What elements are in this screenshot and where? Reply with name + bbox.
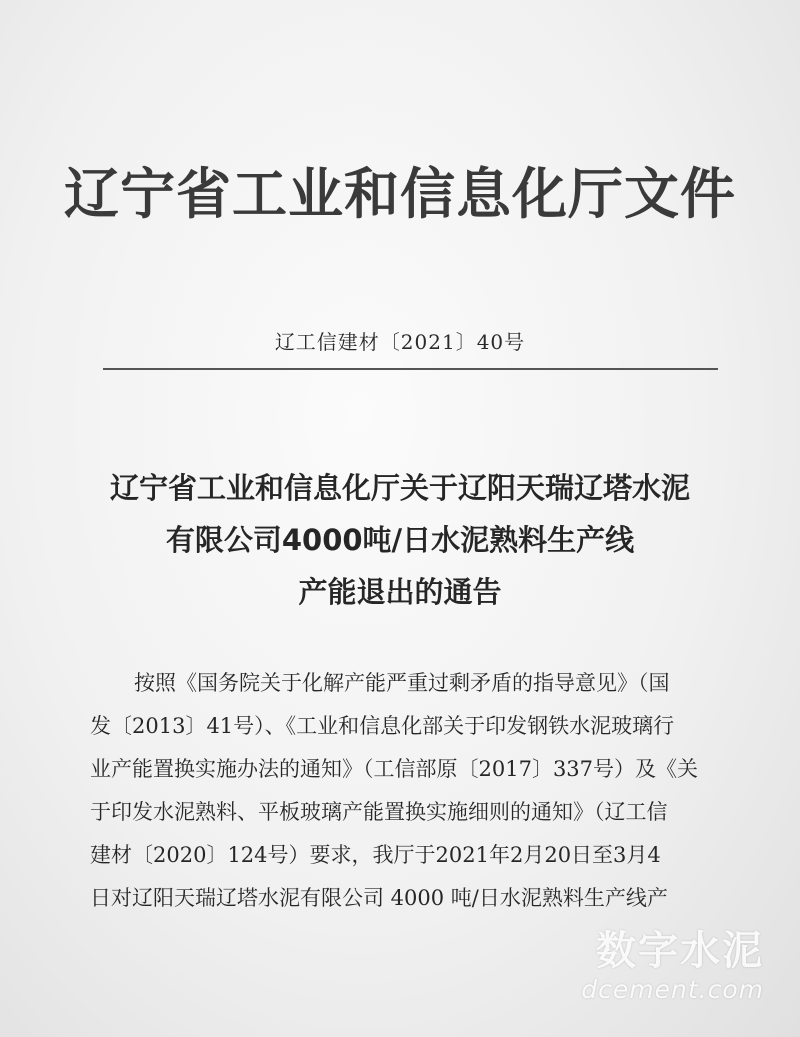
notice-title-line: 产能退出的通告 (298, 575, 502, 609)
watermark-domain: dcement.com (581, 975, 764, 1004)
body-line: 日对辽阳天瑞辽塔水泥有限公司 4000 吨/日水泥熟料生产线产 (90, 886, 668, 910)
document-number: 辽工信建材〔2021〕40号 (274, 330, 526, 354)
body-line: 业产能置换实施办法的通知》（工信部原〔2017〕337号）及《关 (90, 757, 699, 781)
notice-title (0, 462, 800, 618)
notice-title-line: 辽宁省工业和信息化厅关于辽阳天瑞辽塔水泥 (109, 471, 690, 505)
body-line: 于印发水泥熟料、平板玻璃产能置换实施细则的通知》（辽工信 (90, 800, 668, 824)
header-divider (103, 368, 718, 370)
watermark (581, 928, 764, 1006)
body-line: 发〔2013〕41号）、《工业和信息化部关于印发钢铁水泥玻璃行 (90, 714, 675, 738)
body-line: 按照《国务院关于化解产能严重过剩矛盾的指导意见》（国 (134, 671, 670, 695)
notice-title-line: 有限公司4000吨/日水泥熟料生产线 (165, 523, 635, 557)
document-header-title: 辽宁省工业和信息化厅文件 (63, 162, 736, 226)
body-paragraph (90, 662, 730, 920)
body-line: 建材〔2020〕124号）要求，我厅于2021年2月20日至3月4 (90, 843, 661, 867)
watermark-brand: 数字水泥 (596, 928, 764, 974)
